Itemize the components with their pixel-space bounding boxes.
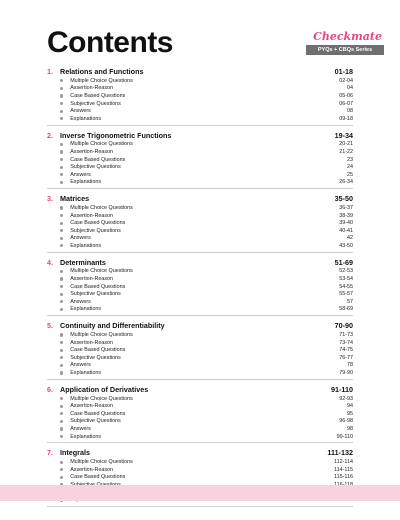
chapter-section (47, 131, 353, 190)
toc-item-label: Subjective Questions (70, 354, 121, 361)
toc-item-pages: 99-110 (336, 433, 353, 440)
toc-item-pages: 04 (347, 85, 353, 92)
toc-item-pages: 74-75 (339, 347, 353, 354)
bullet-icon (60, 427, 63, 430)
bullet-icon (60, 476, 63, 479)
toc-item-pages: 114-115 (334, 466, 353, 473)
bullet-icon (60, 270, 63, 273)
toc-item-label: Explanations (70, 370, 102, 377)
toc-item[interactable] (60, 354, 353, 362)
chapter-heading[interactable] (47, 448, 353, 458)
chapter-title: Relations and Functions (60, 67, 144, 76)
bullet-icon (60, 87, 63, 90)
bullet-icon (60, 158, 63, 161)
chapter-heading[interactable] (47, 258, 353, 268)
toc-item[interactable] (60, 283, 353, 291)
chapter-number: 5. (47, 321, 53, 331)
bullet-icon (60, 110, 63, 113)
chapter-items (47, 204, 353, 250)
bullet-icon (60, 102, 63, 105)
toc-item[interactable] (60, 290, 353, 298)
toc-item-label: Assertion-Reason (70, 85, 114, 92)
chapter-pages: 70-90 (334, 321, 353, 331)
toc-item[interactable] (60, 100, 353, 108)
toc-item[interactable] (60, 410, 353, 418)
toc-item-pages: 94 (347, 403, 353, 410)
toc-item-label: Multiple Choice Questions (70, 77, 133, 84)
chapter-title: Matrices (60, 194, 90, 204)
chapter-number: 4. (47, 257, 53, 267)
bullet-icon (60, 143, 63, 146)
toc-item[interactable] (60, 85, 353, 93)
chapter-pages: 91-110 (331, 384, 353, 394)
toc-item-label: Explanations (70, 242, 102, 249)
bullet-icon (60, 341, 63, 344)
toc-item[interactable] (60, 369, 353, 377)
chapter-title: Application of Derivatives (60, 384, 149, 394)
toc-item-pages: 21-22 (339, 148, 353, 155)
bullet-icon (60, 364, 63, 367)
toc-item[interactable] (60, 212, 353, 220)
table-of-contents (47, 67, 353, 512)
toc-item-label: Answers (70, 298, 91, 305)
toc-item-label: Case Based Questions (70, 474, 126, 481)
toc-item-label: Assertion-Reason (70, 403, 114, 410)
bullet-icon (60, 237, 63, 240)
toc-item-label: Assertion-Reason (70, 212, 114, 219)
bullet-icon (60, 349, 63, 352)
toc-item[interactable] (60, 425, 353, 433)
toc-item-pages: 36-37 (339, 204, 353, 211)
toc-item-pages: 79-90 (339, 370, 353, 377)
toc-item-pages: 73-74 (339, 339, 353, 346)
toc-item[interactable] (60, 458, 353, 466)
bullet-icon (60, 214, 63, 217)
toc-item[interactable] (60, 474, 353, 482)
bullet-icon (60, 412, 63, 415)
chapter-items (47, 77, 353, 123)
toc-item-label: Explanations (70, 433, 102, 440)
chapter-number: 2. (47, 130, 53, 140)
toc-item-label: Multiple Choice Questions (70, 395, 133, 402)
chapter-heading[interactable] (47, 67, 353, 77)
toc-item-pages: 58-69 (339, 306, 353, 313)
brand-subtitle: PYQs + CBQs Series (306, 45, 384, 55)
chapter-heading[interactable] (47, 194, 353, 204)
toc-item-label: Case Based Questions (70, 347, 126, 354)
footer-band (0, 485, 400, 501)
toc-item[interactable] (60, 242, 353, 250)
chapter-number: 6. (47, 384, 53, 394)
bullet-icon (60, 333, 63, 336)
bullet-icon (60, 405, 63, 408)
toc-item-label: Subjective Questions (70, 100, 121, 107)
toc-item-pages: 53-54 (339, 276, 353, 283)
bullet-icon (60, 94, 63, 97)
toc-item-pages: 26-34 (339, 179, 353, 186)
toc-item-pages: 52-53 (339, 268, 353, 275)
bullet-icon (60, 277, 63, 280)
bullet-icon (60, 420, 63, 423)
bullet-icon (60, 293, 63, 296)
toc-item[interactable] (60, 395, 353, 403)
toc-item-label: Assertion-Reason (70, 466, 114, 473)
toc-item[interactable] (60, 235, 353, 243)
toc-item-pages: 39-40 (339, 220, 353, 227)
toc-item[interactable] (60, 346, 353, 354)
chapter-number: 3. (47, 194, 53, 204)
toc-item[interactable] (60, 268, 353, 276)
chapter-pages: 19-34 (334, 130, 353, 140)
bullet-icon (60, 222, 63, 225)
bullet-icon (60, 173, 63, 176)
toc-item-pages: 92-93 (339, 395, 353, 402)
toc-item[interactable] (60, 171, 353, 179)
bullet-icon (60, 285, 63, 288)
chapter-heading[interactable] (47, 131, 353, 141)
chapter-pages: 01-18 (334, 67, 353, 76)
chapter-section (47, 67, 353, 126)
chapter-items (47, 331, 353, 377)
toc-item-pages: 09-18 (339, 115, 353, 122)
toc-item[interactable] (60, 156, 353, 164)
toc-item[interactable] (60, 141, 353, 149)
chapter-pages: 35-50 (334, 194, 353, 204)
toc-item-label: Subjective Questions (70, 164, 121, 171)
toc-item-pages: 78 (347, 362, 353, 369)
chapter-section (47, 194, 353, 253)
chapter-section (47, 385, 353, 444)
chapter-section (47, 258, 353, 317)
toc-item-pages: 71-73 (339, 332, 353, 339)
chapter-items (47, 395, 353, 441)
toc-item-label: Multiple Choice Questions (70, 332, 133, 339)
toc-item-pages: 43-50 (339, 242, 353, 249)
toc-item[interactable] (60, 219, 353, 227)
toc-item[interactable] (60, 77, 353, 85)
chapter-title: Continuity and Differentiability (60, 321, 165, 331)
toc-item-pages: 54-55 (339, 283, 353, 290)
toc-item-label: Assertion-Reason (70, 339, 114, 346)
bullet-icon (60, 166, 63, 169)
toc-item-label: Assertion-Reason (70, 148, 114, 155)
toc-item-pages: 40-41 (339, 227, 353, 234)
toc-item[interactable] (60, 466, 353, 474)
toc-item-pages: 55-57 (339, 291, 353, 298)
bullet-icon (60, 79, 63, 82)
toc-item[interactable] (60, 331, 353, 339)
chapter-title: Inverse Trigonometric Functions (60, 130, 172, 140)
bullet-icon (60, 308, 63, 311)
toc-item[interactable] (60, 402, 353, 410)
toc-item-label: Case Based Questions (70, 156, 126, 163)
toc-item-label: Multiple Choice Questions (70, 268, 133, 275)
bullet-icon (60, 150, 63, 153)
toc-item[interactable] (60, 275, 353, 283)
toc-item[interactable] (60, 179, 353, 187)
bullet-icon (60, 117, 63, 120)
toc-item-label: Explanations (70, 306, 102, 313)
bullet-icon (60, 206, 63, 209)
toc-item-pages: 20-21 (339, 141, 353, 148)
toc-item-pages: 38-39 (339, 212, 353, 219)
toc-item-pages: 112-114 (334, 459, 353, 466)
toc-item-pages: 57 (347, 298, 353, 305)
chapter-items (47, 141, 353, 187)
toc-item[interactable] (60, 227, 353, 235)
toc-item-label: Multiple Choice Questions (70, 204, 133, 211)
bullet-icon (60, 244, 63, 247)
chapter-items (47, 268, 353, 314)
toc-item-pages: 115-116 (334, 474, 353, 481)
brand-logo (306, 30, 384, 58)
toc-item-label: Explanations (70, 115, 102, 122)
toc-item[interactable] (60, 115, 353, 123)
chapter-number: 1. (47, 67, 53, 76)
toc-item[interactable] (60, 306, 353, 314)
toc-item-pages: 95 (347, 410, 353, 417)
toc-item-label: Multiple Choice Questions (70, 459, 133, 466)
toc-item-label: Case Based Questions (70, 410, 126, 417)
bullet-icon (60, 371, 63, 374)
toc-item[interactable] (60, 204, 353, 212)
bullet-icon (60, 229, 63, 232)
toc-item-label: Subjective Questions (70, 227, 121, 234)
chapter-title: Determinants (60, 257, 106, 267)
toc-item-pages: 76-77 (339, 354, 353, 361)
toc-item-label: Assertion-Reason (70, 276, 114, 283)
toc-item[interactable] (60, 339, 353, 347)
toc-item[interactable] (60, 92, 353, 100)
brand-name: Checkmate (313, 30, 382, 43)
chapter-pages: 111-132 (327, 448, 353, 458)
toc-item-pages: 05-06 (339, 92, 353, 99)
toc-item-pages: 02-04 (339, 77, 353, 84)
toc-item-pages: 42 (347, 235, 353, 242)
toc-item-pages: 24 (347, 164, 353, 171)
bullet-icon (60, 435, 63, 438)
chapter-pages: 51-69 (334, 257, 353, 267)
toc-item[interactable] (60, 433, 353, 441)
toc-item[interactable] (60, 418, 353, 426)
chapter-section (47, 321, 353, 380)
bullet-icon (60, 468, 63, 471)
toc-item-label: Case Based Questions (70, 220, 126, 227)
toc-item-label: Subjective Questions (70, 291, 121, 298)
toc-item[interactable] (60, 163, 353, 171)
bullet-icon (60, 397, 63, 400)
toc-item-pages: 98 (347, 425, 353, 432)
toc-item[interactable] (60, 298, 353, 306)
toc-item-pages: 08 (347, 108, 353, 115)
chapter-heading[interactable] (47, 321, 353, 331)
toc-item-label: Case Based Questions (70, 92, 126, 99)
chapter-title: Integrals (60, 448, 90, 458)
toc-item-label: Answers (70, 108, 91, 115)
toc-item-label: Subjective Questions (70, 418, 121, 425)
bullet-icon (60, 356, 63, 359)
chapter-heading[interactable] (47, 385, 353, 395)
toc-item-label: Answers (70, 425, 91, 432)
toc-item-label: Explanations (70, 179, 102, 186)
toc-item-pages: 06-07 (339, 100, 353, 107)
toc-item-pages: 96-98 (339, 418, 353, 425)
bullet-icon (60, 461, 63, 464)
chapter-number: 7. (47, 448, 53, 458)
toc-item-pages: 25 (347, 171, 353, 178)
toc-item[interactable] (60, 107, 353, 115)
toc-item-label: Answers (70, 171, 91, 178)
bullet-icon (60, 181, 63, 184)
toc-item-label: Case Based Questions (70, 283, 126, 290)
bullet-icon (60, 300, 63, 303)
toc-item[interactable] (60, 148, 353, 156)
toc-item-label: Multiple Choice Questions (70, 141, 133, 148)
toc-item[interactable] (60, 362, 353, 370)
page-title: Contents (47, 26, 173, 59)
toc-item-pages: 23 (347, 156, 353, 163)
toc-item-label: Answers (70, 235, 91, 242)
toc-item-label: Answers (70, 362, 91, 369)
